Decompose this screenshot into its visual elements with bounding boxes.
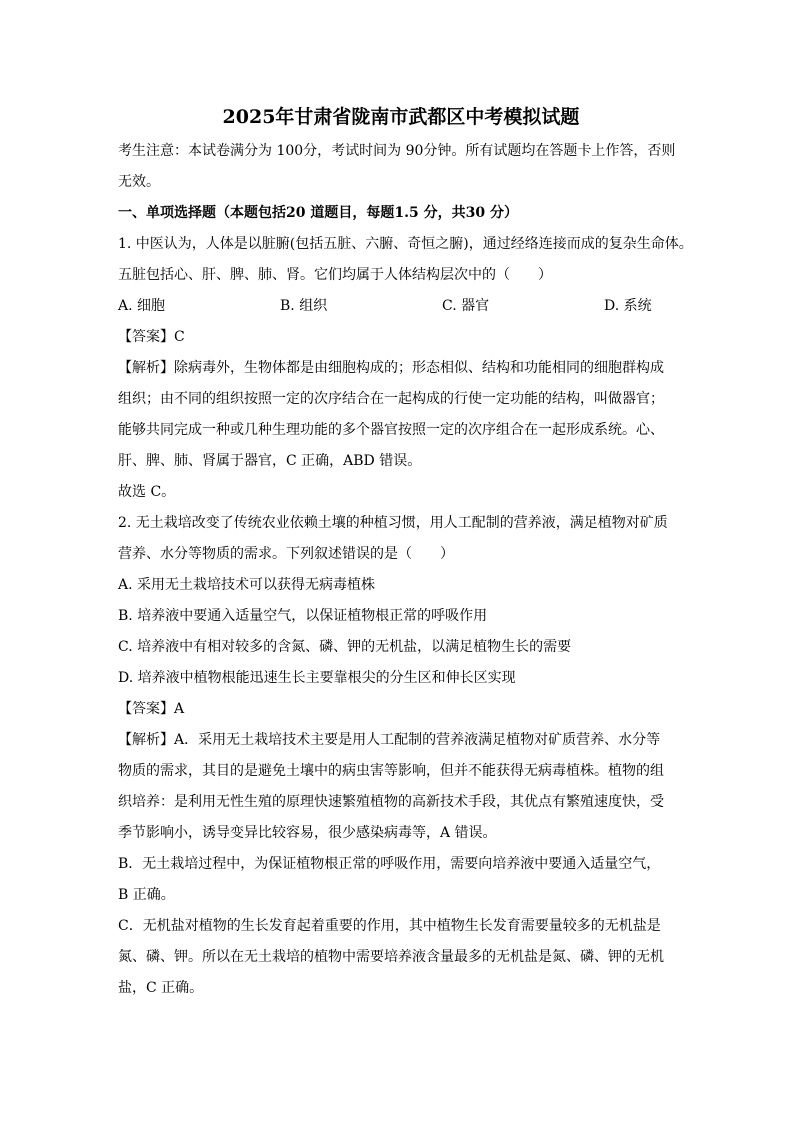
option-a: A. 采用无土栽培技术可以获得无病毒植株 [118,577,376,593]
question-stem: 2. 无土栽培改变了传统农业依赖土壤的种植习惯，用人工配制的营养液，满足植物对矿质 [118,515,668,531]
option-b: B. 组织 [280,298,328,314]
analysis-line: B 正确。 [118,887,175,903]
question-2 [118,508,684,1004]
analysis-line: 能够共同完成一种或几种生理功能的多个器官按照一定的次序组合在一起形成系统。心、 [118,422,664,438]
question-stem: 营养、水分等物质的需求。下列叙述错误的是（ ） [118,546,454,562]
exam-page [118,100,693,1004]
analysis-line: 肝、脾、肺、肾属于器官，C 正确，ABD 错误。 [118,453,422,469]
question-1 [118,229,693,508]
option-c: C. 培养液中有相对较多的含氮、磷、钾的无机盐，以满足植物生长的需要 [118,639,572,655]
option-d: D. 培养液中植物根能迅速生长主要靠根尖的分生区和伸长区实现 [118,670,516,686]
option-d: D. 系统 [604,298,652,314]
analysis-line: C．无机盐对植物的生长发育起着重要的作用，其中植物生长发育需要量较多的无机盐是 [118,918,661,934]
answer-line: 【答案】A [118,701,185,717]
answer-line: 【答案】C [118,329,185,345]
notice-line: 无效。 [118,174,160,190]
analysis-line: 【解析】A．采用无土栽培技术主要是用人工配制的营养液满足植物对矿质营养、水分等 [118,732,661,748]
analysis-line: B．无土栽培过程中，为保证植物根正常的呼吸作用，需要向培养液中要通入适量空气， [118,856,661,872]
question-options [118,291,684,322]
analysis-line: 季节影响小，诱导变异比较容易，很少感染病毒等，A 错误。 [118,825,497,841]
option-b: B. 培养液中要通入适量空气，以保证植物根正常的呼吸作用 [118,608,488,624]
page-title: 2025年甘肃省陇南市武都区中考模拟试题 [222,106,580,128]
analysis-line: 物质的需求，其目的是避免土壤中的病虫害等影响，但并不能获得无病毒植株。植物的组 [118,763,664,779]
question-stem: 1. 中医认为，人体是以脏腑(包括五脏、六腑、奇恒之腑)，通过经络连接而成的复杂生命体。 [118,236,693,252]
conclusion-line: 故选 C。 [118,484,176,500]
analysis-line: 织培养：是利用无性生殖的原理快速繁殖植物的高新技术手段，其优点有繁殖速度快，受 [118,794,664,810]
option-a: A. 细胞 [118,298,166,314]
question-stem: 五脏包括心、肝、脾、肺、肾。它们均属于人体结构层次中的（ ） [118,267,552,283]
section-heading: 一、单项选择题（本题包括20 道题目，每题1.5 分，共30 分） [118,205,518,221]
analysis-line: 组织；由不同的组织按照一定的次序结合在一起构成的行使一定功能的结构，叫做器官； [118,391,664,407]
option-c: C. 器官 [442,298,490,314]
analysis-line: 氮、磷、钾。所以在无土栽培的植物中需要培养液含量最多的无机盐是氮、磷、钾的无机 [118,949,664,965]
analysis-line: 【解析】除病毒外，生物体都是由细胞构成的；形态相似、结构和功能相同的细胞群构成 [118,360,664,376]
notice-line: 考生注意：本试卷满分为 100分，考试时间为 90分钟。所有试题均在答题卡上作答，否则 [118,143,676,159]
analysis-line: 盐，C 正确。 [118,980,204,996]
